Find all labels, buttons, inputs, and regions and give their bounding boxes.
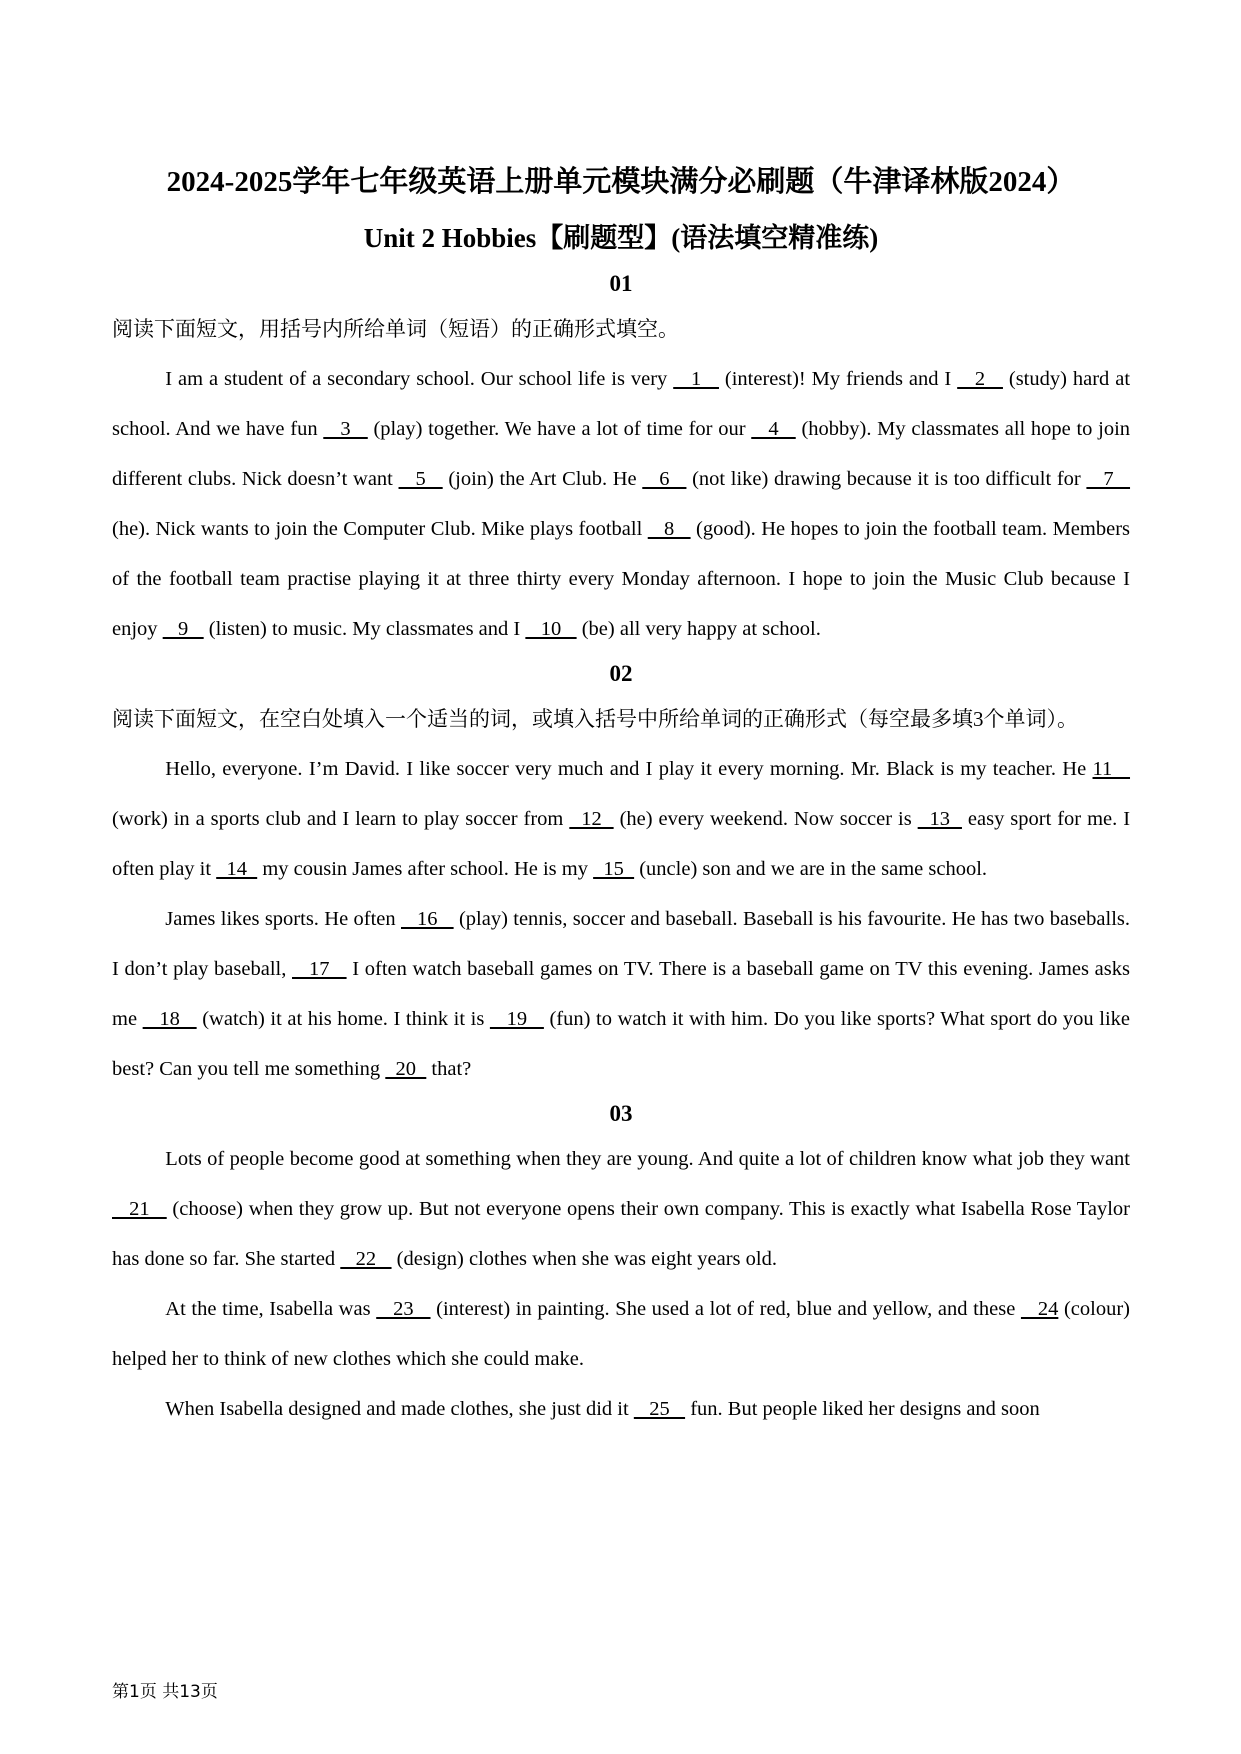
- passage-text: (he). Nick wants to join the Computer Club. Mike plays football: [112, 518, 648, 540]
- passage-text: (not like) drawing because it is too difficult for: [686, 468, 1087, 490]
- passage-text: (interest) in painting. She used a lot of red, blue and yellow, and these: [430, 1298, 1021, 1320]
- section-instruction: 阅读下面短文，用括号内所给单词（短语）的正确形式填空。: [112, 317, 679, 341]
- answer-blank[interactable]: 8: [647, 518, 691, 540]
- passage-text: (play) together. We have a lot of time for our: [367, 418, 752, 440]
- passage-text: (he) every weekend. Now soccer is: [613, 808, 918, 830]
- passage-text: I am a student of a secondary school. Our school life is very: [165, 368, 674, 390]
- passage-text: easy sport for me. I often play it: [112, 808, 1131, 880]
- passage-text: (choose) when they grow up. But not everyone opens their own company. This is exactly what Isabella Rose Taylor has done so far. She started: [112, 1198, 1131, 1270]
- answer-blank[interactable]: 20: [385, 1058, 427, 1080]
- passage-text: Lots of people become good at something when they are young. And quite a lot of children know what job they want: [165, 1148, 1130, 1170]
- answer-blank[interactable]: 24: [1020, 1298, 1059, 1320]
- answer-blank[interactable]: 3: [323, 418, 368, 440]
- answer-blank[interactable]: 22: [340, 1248, 392, 1270]
- answer-blank[interactable]: 4: [751, 418, 796, 440]
- answer-blank[interactable]: 17: [292, 958, 347, 980]
- passage-text: Hello, everyone. I’m David. I like soccer very much and I play it every morning. Mr. Black is my teacher. He: [165, 758, 1093, 780]
- answer-blank[interactable]: 21: [112, 1198, 167, 1220]
- answer-blank[interactable]: 5: [398, 468, 443, 490]
- passage-text: (watch) it at his home. I think it is: [196, 1008, 490, 1030]
- passage-paragraph: [112, 1284, 1130, 1384]
- answer-blank[interactable]: 10: [525, 618, 577, 640]
- passage-text: (join) the Art Club. He: [442, 468, 643, 490]
- document-content: [112, 150, 1130, 1434]
- passage-paragraph: [112, 354, 1130, 654]
- answer-blank[interactable]: 2: [957, 368, 1003, 390]
- answer-blank[interactable]: 9: [162, 618, 204, 640]
- passage-text: (listen) to music. My classmates and I: [203, 618, 526, 640]
- passage-text: James likes sports. He often: [165, 908, 401, 930]
- passage-text: fun. But people liked her designs and soon: [685, 1398, 1040, 1420]
- answer-blank[interactable]: 15: [593, 858, 635, 880]
- passage-text: (work) in a sports club and I learn to play soccer from: [112, 808, 570, 830]
- passage-text: (hobby). My classmates all hope to join different clubs. Nick doesn’t want: [112, 418, 1131, 490]
- exercise-sections: [112, 264, 1130, 1434]
- page-footer: 第1页 共13页: [112, 1682, 218, 1702]
- document-title: 2024-2025学年七年级英语上册单元模块满分必刷题（牛津译林版2024）: [166, 166, 1076, 198]
- answer-blank[interactable]: 12: [569, 808, 614, 830]
- passage-text: When Isabella designed and made clothes, she just did it: [165, 1398, 634, 1420]
- passage-paragraph: [112, 1134, 1130, 1284]
- answer-blank[interactable]: 18: [142, 1008, 197, 1030]
- passage-text: (play) tennis, soccer and baseball. Baseball is his favourite. He has two baseballs. I don’t play baseball,: [112, 908, 1130, 980]
- passage-text: that?: [426, 1058, 472, 1080]
- passage-paragraph: [112, 894, 1130, 1094]
- answer-blank[interactable]: 1: [673, 368, 719, 390]
- section-number: 02: [609, 661, 633, 686]
- passage-text: (fun) to watch it with him. Do you like sports? What sport do you like best? Can you tell me something: [112, 1008, 1130, 1080]
- passage-text: (colour) helped her to think of new clothes which she could make.: [112, 1298, 1131, 1370]
- section-number: 03: [609, 1101, 633, 1126]
- section-number: 01: [609, 271, 633, 296]
- passage-text: (interest)! My friends and I: [718, 368, 958, 390]
- passage-paragraph: [112, 744, 1130, 894]
- passage-text: (uncle) son and we are in the same school.: [634, 858, 988, 880]
- answer-blank[interactable]: 7: [1086, 468, 1131, 490]
- answer-blank[interactable]: 25: [633, 1398, 686, 1420]
- document-subtitle: Unit 2 Hobbies【刷题型】(语法填空精准练): [363, 223, 879, 253]
- answer-blank[interactable]: 16: [401, 908, 454, 930]
- passage-text: I often watch baseball games on TV. There is a baseball game on TV this evening. James asks me: [112, 958, 1130, 1030]
- answer-blank[interactable]: 23: [376, 1298, 431, 1320]
- answer-blank[interactable]: 11: [1092, 758, 1131, 780]
- passage-paragraph: [112, 1384, 1130, 1434]
- passage-text: (study) hard at school. And we have fun: [112, 368, 1131, 440]
- answer-blank[interactable]: 13: [917, 808, 962, 830]
- passage-text: (good). He hopes to join the football team. Members of the football team practise playing it at three thirty every Monday afternoon. I hope to join the Music Club because I enjoy: [112, 518, 1131, 640]
- answer-blank[interactable]: 14: [216, 858, 258, 880]
- passage-text: (design) clothes when she was eight years old.: [391, 1248, 777, 1270]
- answer-blank[interactable]: 19: [489, 1008, 544, 1030]
- passage-text: (be) all very happy at school.: [576, 618, 821, 640]
- answer-blank[interactable]: 6: [642, 468, 687, 490]
- section-instruction: 阅读下面短文，在空白处填入一个适当的词，或填入括号中所给单词的正确形式（每空最多填3个单词）。: [112, 707, 1078, 731]
- passage-text: my cousin James after school. He is my: [257, 858, 594, 880]
- passage-text: At the time, Isabella was: [165, 1298, 377, 1320]
